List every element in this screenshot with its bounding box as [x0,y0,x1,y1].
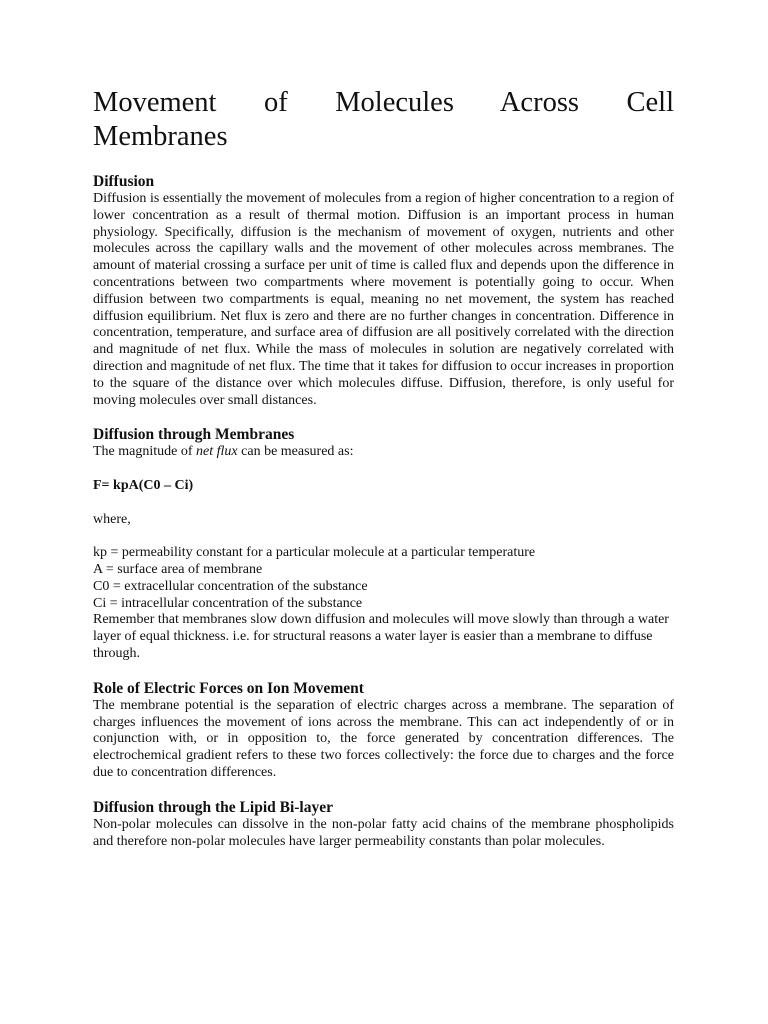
page-title [93,86,674,154]
definition-c0: C0 = extracellular concentration of the substance [93,578,368,594]
section-heading-membranes: Diffusion through Membranes [93,426,295,444]
net-flux-term: net flux [196,444,238,460]
section-heading-electric: Role of Electric Forces on Ion Movement [93,679,364,697]
paragraph-lipid: Non-polar molecules can dissolve in the non-polar fatty acid chains of the membrane phospholipids and therefore non-polar molecules have larger permeability constants than polar molecules. [93,816,674,849]
where-label: where, [93,511,131,527]
definition-kp: kp = permeability constant for a particular molecule at a particular temperature [93,545,536,561]
section-heading-diffusion: Diffusion [93,173,155,190]
section-diffusion-through-membranes [93,426,674,662]
intro-text-after: can be measured as: [237,444,354,460]
section-diffusion [93,173,674,409]
section-lipid-bilayer [93,799,674,851]
membrane-note: Remember that membranes slow down diffusion and molecules will move slowly than through a water layer of equal thickness. i.e. for structural reasons a water layer is easier than a membrane to diffuse through. [93,612,669,661]
definition-a: A = surface area of membrane [93,561,263,577]
section-electric-forces [93,680,674,782]
page-title-line-2: Membranes [93,121,228,152]
intro-text-before: The magnitude of [93,444,197,460]
flux-formula: F= kpA(C0 – Ci) [93,477,194,493]
net-flux-intro [93,444,674,461]
paragraph-electric: The membrane potential is the separation of electric charges across a membrane. The separation of charges influences the movement of ions across the membrane. This can act independently of or in conjunction with, or in opposition to, the force generated by concentration differences. The electrochemical gradient refers to these two forces collectively: the force due to charges and the force due to concentration differences. [93,697,674,780]
variable-definitions [93,545,674,612]
paragraph-diffusion: Diffusion is essentially the movement of molecules from a region of higher concentration to a region of lower concentration as a result of thermal motion. Diffusion is an important process in human physiology. Specifically, diffusion is the mechanism of movement of oxygen, nutrients and other molecules across the capillary walls and the movement of other molecules across membranes. The amount of material crossing a surface per unit of time is called flux and depends upon the difference in concentrations between two compartments where movement is potentially going to occur. When diffusion between two compartments is equal, meaning no net movement, the system has reached diffusion equilibrium. Net flux is zero and there are no further changes in concentration. Difference in concentration, temperature, and surface area of diffusion are all positively correlated with the direction and magnitude of net flux. While the mass of molecules in solution are negatively correlated with direction and magnitude of net flux. The time that it takes for diffusion to occur increases in proportion to the square of the distance over which molecules diffuse. Diffusion, therefore, is only useful for moving molecules over small distances. [93,191,674,408]
section-heading-lipid: Diffusion through the Lipid Bi-layer [93,798,334,816]
definition-ci: Ci = intracellular concentration of the substance [93,595,363,611]
page-title-line-1: Movement of Molecules Across Cell [93,87,674,118]
